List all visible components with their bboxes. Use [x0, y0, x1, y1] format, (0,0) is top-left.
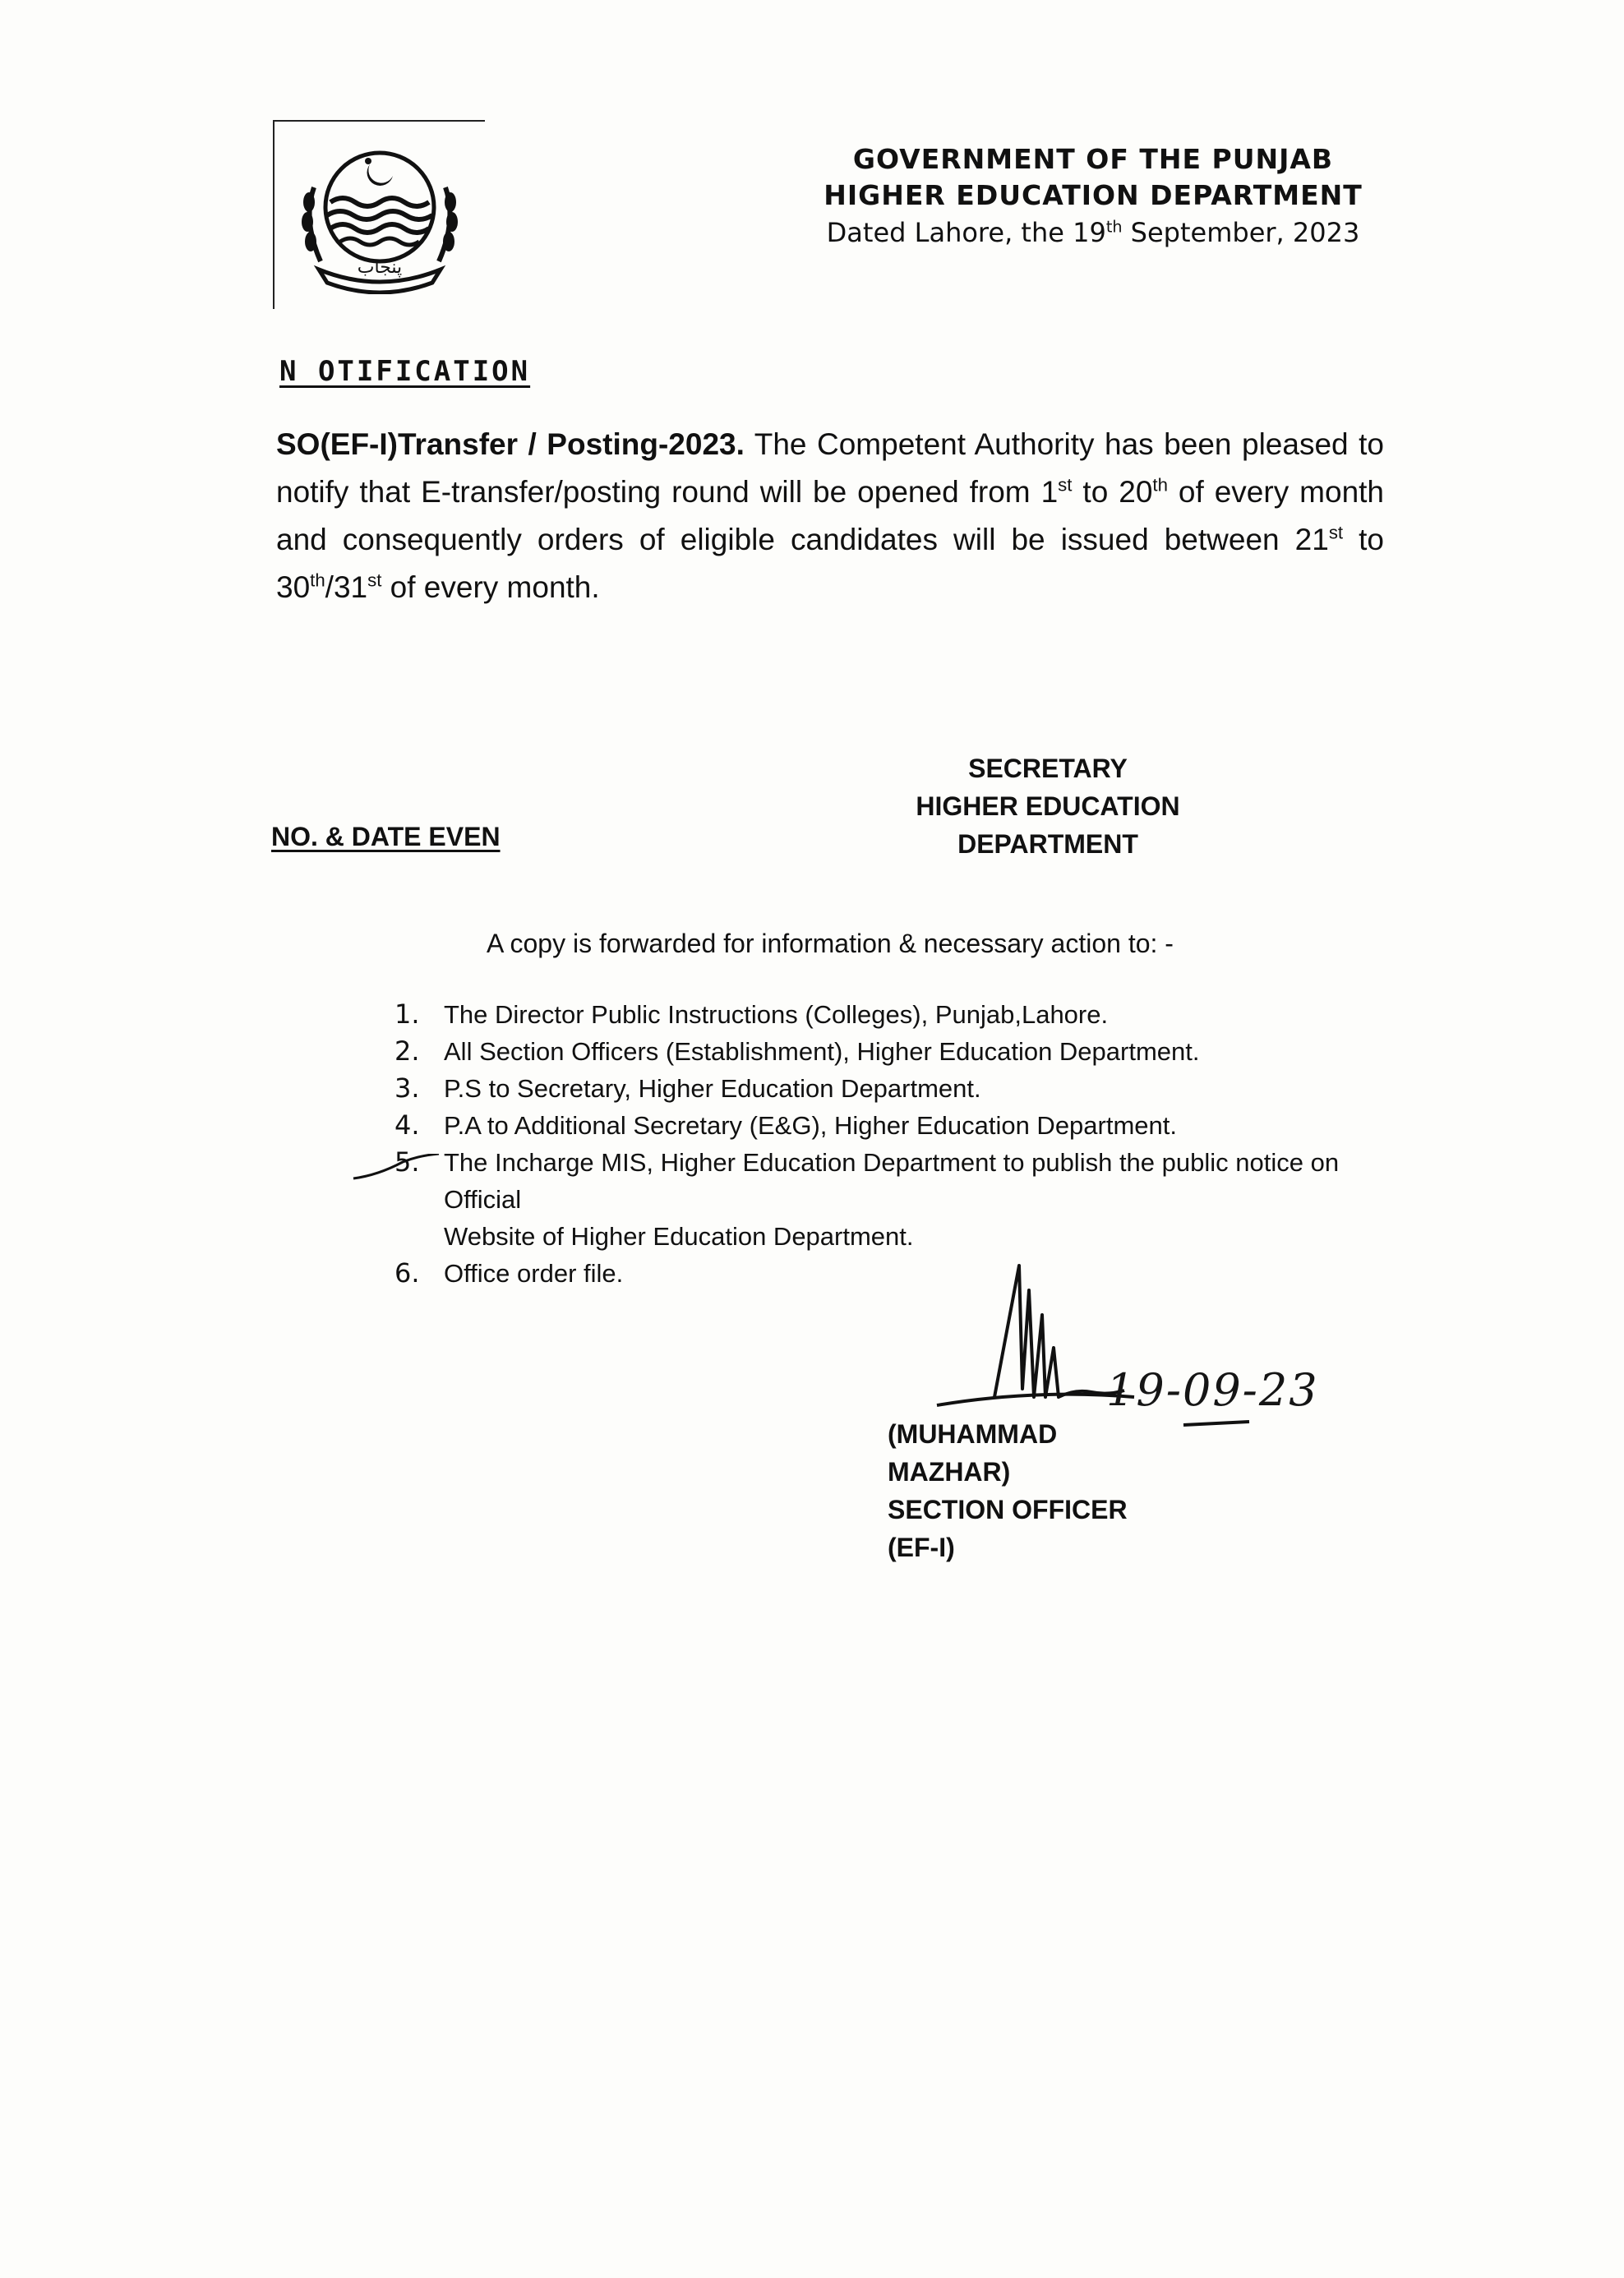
tick-mark-icon	[352, 1154, 442, 1187]
secretary-department: HIGHER EDUCATION DEPARTMENT	[916, 791, 1180, 859]
list-item: 2. All Section Officers (Establishment), Higher Education Department.	[394, 1035, 1200, 1067]
copy-forwarded-line: A copy is forwarded for information & necessary action to: -	[487, 929, 1174, 958]
distribution-list	[394, 996, 1414, 1292]
emblem-ribbon-text: پنجاب	[357, 257, 403, 278]
punjab-emblem-icon	[289, 138, 470, 294]
officer-name: (MUHAMMAD MAZHAR)	[888, 1419, 1058, 1487]
list-item: 1. The Director Public Instructions (Colleges), Punjab,Lahore.	[394, 998, 1109, 1030]
list-item: 6. Office order file.	[394, 1257, 624, 1289]
emblem-frame	[273, 120, 485, 309]
secretary-title: SECRETARY	[968, 754, 1128, 783]
dated-line: Dated Lahore, the 19th September, 2023	[826, 217, 1360, 248]
officer-designation: SECTION OFFICER (EF-I)	[888, 1495, 1128, 1562]
list-item: 4. P.A to Additional Secretary (E&G), Higher Education Department.	[394, 1109, 1178, 1141]
letterhead	[789, 141, 1397, 251]
officer-block	[888, 1415, 1183, 1566]
notification-heading: N OTIFICATION	[279, 355, 531, 388]
notification-body: SO(EF-I)Transfer / Posting-2023. The Competent Authority has been pleased to notify that E-transfer/posting round will be opened from 1st to 20th of every month and consequently orders of eligible candidates will be issued between 21st to 30th/31st of every month.	[276, 427, 1385, 604]
handwritten-date: 19-09-23	[1106, 1364, 1319, 1416]
government-title: GOVERNMENT OF THE PUNJAB	[852, 143, 1334, 175]
reference-number: SO(EF-I)Transfer / Posting-2023.	[276, 427, 745, 461]
no-date-even: NO. & DATE EVEN	[271, 822, 501, 851]
department-title: HIGHER EDUCATION DEPARTMENT	[824, 179, 1363, 211]
secretary-block	[830, 749, 1266, 863]
list-item: 3. P.S to Secretary, Higher Education Department.	[394, 1072, 981, 1104]
list-item: 5. The Incharge MIS, Higher Education Department to publish the public notice on Official Website of Higher Education Department.	[394, 1146, 1340, 1251]
